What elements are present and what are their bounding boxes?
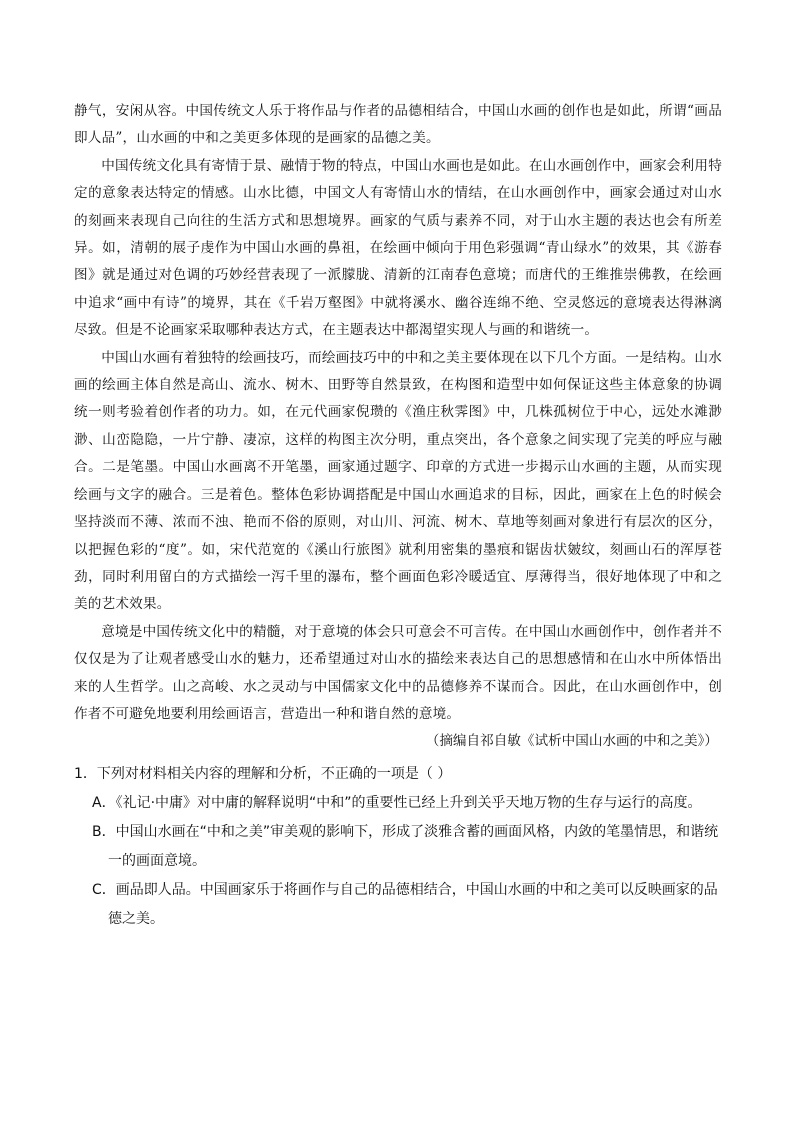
option-a-text: 《礼记·中庸》对中庸的解释说明“中和”的重要性已经上升到关乎天地万物的生存与运行的高度。: [115, 794, 702, 811]
option-b-text-line1: 中国山水画在“中和之美”审美观的影响下，形成了淡雅含蓄的画面风格，内敛的笔墨情思，和谐统: [115, 823, 719, 840]
question-1: [74, 760, 722, 934]
option-b: [74, 818, 722, 876]
option-a: [74, 789, 722, 818]
option-a-label: A．: [92, 794, 116, 811]
document-page: [74, 98, 722, 934]
passage-paragraph-3: 意境是中国传统文化中的精髓，对于意境的体会只可意会不可言传。在中国山水画创作中，创作者并不仅仅是为了让观者感受山水的魅力，还希望通过对山水的描绘来表达自己的思想感情和在山水中所体悟出来的人生哲学。山之高峻、水之灵动与中国儒家文化中的品德修养不谋而合。因此，在山水画创作中，创作者不可避免地要利用绘画语言，营造出一种和谐自然的意境。: [74, 623, 722, 722]
option-c-text-line1: 画品即人品。中国画家乐于将画作与自己的品德相结合，中国山水画的中和之美可以反映画家的品: [115, 881, 718, 898]
question-stem: 1．下列对材料相关内容的理解和分析，不正确的一项是（ ）: [74, 765, 452, 782]
option-c-text-line2: 德之美。: [108, 910, 164, 927]
option-c: [74, 876, 722, 934]
passage-source: （摘编自祁自敏《试析中国山水画的中和之美》）: [425, 733, 718, 750]
passage-paragraph-1: 中国传统文化具有寄情于景、融情于物的特点，中国山水画也是如此。在山水画创作中，画家会利用特定的意象表达特定的情感。山水比德，中国文人有寄情山水的情结，在山水画创作中，画家会通过对山水的刻画来表现自己向往的生活方式和思想境界。画家的气质与素养不同，对于山水主题的表达也会有所差异。如，清朝的展子虔作为中国山水画的鼻祖，在绘画中倾向于用色彩强调“青山绿水”的效果，其《游春图》就是通过对色调的巧妙经营表现了一派朦胧、清新的江南春色意境；而唐代的王维推崇佛教，在绘画中追求“画中有诗”的境界，其在《千岩万壑图》中就将溪水、幽谷连绵不绝、空灵悠远的意境表达得淋漓尽致。但是不论画家采取哪种表达方式，在主题表达中都渴望实现人与画的和谐统一。: [74, 157, 722, 339]
option-c-label: C．: [92, 881, 116, 898]
passage-paragraph-2: 中国山水画有着独特的绘画技巧，而绘画技巧中的中和之美主要体现在以下几个方面。一是结构。山水画的绘画主体自然是高山、流水、树木、田野等自然景致，在构图和造型中如何保证这些主体意象的协调统一则考验着创作者的功力。如，在元代画家倪瓒的《渔庄秋霁图》中，几株孤树位于中心，远处水滩渺渺、山峦隐隐，一片宁静、凄凉，这样的构图主次分明，重点突出，各个意象之间实现了完美的呼应与融合。二是笔墨。中国山水画离不开笔墨，画家通过题字、印章的方式进一步揭示山水画的主题，从而实现绘画与文字的融合。三是着色。整体色彩协调搭配是中国山水画追求的目标，因此，画家在上色的时候会坚持淡而不薄、浓而不浊、艳而不俗的原则，对山川、河流、树木、草地等刻画对象进行有层次的区分，以把握色彩的“度”。如，宋代范宽的《溪山行旅图》就利用密集的墨痕和锯齿状皴纹，刻画山石的浑厚苍劲，同时利用留白的方式描绘一泻千里的瀑布，整个画面色彩冷暖适宜、厚薄得当，很好地体现了中和之美的艺术效果。: [74, 349, 722, 613]
option-b-text-line2: 一的画面意境。: [108, 852, 206, 869]
passage-paragraph-continued: 静气，安闲从容。中国传统文人乐于将作品与作者的品德相结合，中国山水画的创作也是如此，所谓“画品即人品”，山水画的中和之美更多体现的是画家的品德之美。: [74, 103, 722, 147]
option-b-label: B．: [92, 823, 116, 840]
